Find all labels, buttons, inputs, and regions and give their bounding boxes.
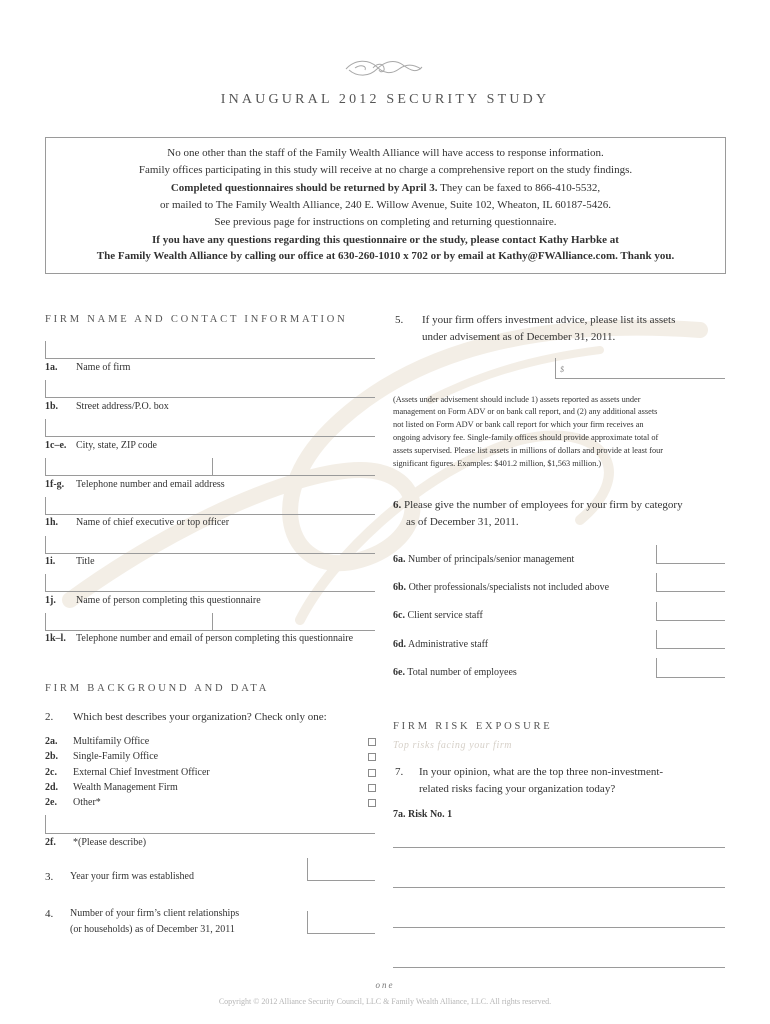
field-number: 1i. bbox=[45, 556, 56, 567]
field-label: Telephone number and email address bbox=[76, 479, 225, 490]
field-label: City, state, ZIP code bbox=[76, 440, 157, 451]
field-label: Name of person completing this questionnaire bbox=[76, 595, 261, 606]
option-number: 2b. bbox=[45, 751, 59, 762]
fax-info: They can be faxed to 866-410-5532, bbox=[437, 182, 601, 194]
other-describe-field[interactable] bbox=[45, 815, 375, 834]
field-number: 1j. bbox=[45, 595, 56, 606]
question-number: 6. bbox=[393, 499, 402, 511]
notice-line: See previous page for instructions on completing and returning questionnaire. bbox=[214, 216, 557, 228]
checkbox-external-cio[interactable] bbox=[368, 769, 376, 777]
title-field[interactable] bbox=[45, 536, 375, 554]
assets-note-line: (Assets under advisement should include 1) assets reported as assets under bbox=[393, 395, 641, 404]
risk-answer-line[interactable] bbox=[393, 909, 725, 928]
field-number: 1c–e. bbox=[45, 440, 67, 451]
question-text: Year your firm was established bbox=[70, 871, 194, 882]
city-state-zip-field[interactable] bbox=[45, 419, 375, 437]
telephone-field[interactable] bbox=[45, 458, 212, 476]
field-number: 2f. bbox=[45, 837, 56, 848]
field-label: Name of chief executive or top officer bbox=[76, 517, 230, 528]
administrative-count-field[interactable] bbox=[656, 630, 725, 649]
checkbox-wealth-management-firm[interactable] bbox=[368, 784, 376, 792]
field-label: Name of firm bbox=[76, 362, 131, 373]
question-text: If your firm offers investment advice, please list its assets bbox=[422, 314, 676, 326]
assets-note-line: assets supervised. Please list assets in millions of dollars and provide at least four bbox=[393, 446, 664, 455]
section-subtitle: Top risks facing your firm bbox=[393, 740, 513, 751]
field-label: Title bbox=[76, 556, 95, 567]
option-label: External Chief Investment Officer bbox=[73, 767, 210, 778]
question-number: 3. bbox=[45, 871, 54, 883]
assets-under-advisement-field[interactable] bbox=[555, 358, 725, 379]
question-text: (or households) as of December 31, 2011 bbox=[70, 924, 235, 935]
total-employees-field[interactable] bbox=[656, 658, 725, 678]
field-number: 1k–l. bbox=[45, 633, 66, 644]
section-heading-risk: FIRM RISK EXPOSURE bbox=[393, 721, 553, 732]
row-label: Total number of employees bbox=[407, 667, 517, 678]
row-number: 6d. bbox=[393, 639, 407, 650]
question-line: Please give the number of employees for your firm by category bbox=[404, 499, 683, 511]
risk-label bbox=[393, 808, 452, 822]
checkbox-multifamily-office[interactable] bbox=[368, 738, 376, 746]
principals-count-field[interactable] bbox=[656, 545, 725, 564]
notice-line: or mailed to The Family Wealth Alliance, 240 E. Willow Avenue, Suite 102, Wheaton, IL 60187-5426. bbox=[160, 199, 611, 211]
row-number: 6b. bbox=[393, 582, 407, 593]
option-number: 2a. bbox=[45, 736, 58, 747]
employee-row-label bbox=[393, 638, 488, 652]
section-heading-contact: FIRM NAME AND CONTACT INFORMATION bbox=[45, 314, 348, 325]
question-text bbox=[393, 498, 683, 512]
option-label: Single-Family Office bbox=[73, 751, 159, 762]
assets-note-line: significant figures. Examples: $401.2 million, $1,563 million.) bbox=[393, 459, 602, 468]
risk-answer-line[interactable] bbox=[393, 869, 725, 888]
contact-notice-line: The Family Wealth Alliance by calling our office at 630-260-1010 x 702 or by email at Kathy@FWAlliance.com. Thank you. bbox=[96, 250, 675, 262]
option-number: 2e. bbox=[45, 797, 57, 808]
year-established-field[interactable] bbox=[307, 858, 375, 881]
option-number: 2c. bbox=[45, 767, 57, 778]
question-number: 5. bbox=[395, 314, 404, 326]
person-telephone-field[interactable] bbox=[45, 613, 212, 631]
field-label: Street address/P.O. box bbox=[76, 401, 169, 412]
notice-line: No one other than the staff of the Family Wealth Alliance will have access to response information. bbox=[167, 147, 604, 159]
row-label: Other professionals/specialists not included above bbox=[408, 582, 610, 593]
field-number: 1a. bbox=[45, 362, 58, 373]
notice-line: Family offices participating in this study will receive at no charge a comprehensive report on the study findings. bbox=[138, 164, 633, 176]
person-completing-field[interactable] bbox=[45, 574, 375, 592]
client-service-count-field[interactable] bbox=[656, 602, 725, 621]
person-email-field[interactable] bbox=[212, 613, 375, 631]
option-label: Multifamily Office bbox=[73, 736, 150, 747]
question-text: as of December 31, 2011. bbox=[406, 516, 519, 528]
row-number: 6a. bbox=[393, 554, 406, 565]
risk-number: 7a. bbox=[393, 809, 406, 820]
checkbox-single-family-office[interactable] bbox=[368, 753, 376, 761]
employee-row-label bbox=[393, 581, 609, 595]
employee-row-label bbox=[393, 609, 483, 623]
page-title: INAUGURAL 2012 SECURITY STUDY bbox=[220, 92, 550, 107]
row-number: 6e. bbox=[393, 667, 405, 678]
question-text: In your opinion, what are the top three non-investment- bbox=[419, 766, 664, 778]
firm-name-field[interactable] bbox=[45, 341, 375, 359]
checkbox-other[interactable] bbox=[368, 799, 376, 807]
question-number: 4. bbox=[45, 908, 54, 920]
return-deadline: Completed questionnaires should be returned by April 3. bbox=[170, 182, 438, 194]
option-label: Wealth Management Firm bbox=[73, 782, 178, 793]
question-text: Which best describes your organization? Check only one: bbox=[73, 711, 327, 723]
field-number: 1f-g. bbox=[45, 479, 65, 490]
row-label: Number of principals/senior management bbox=[408, 554, 575, 565]
employee-row-label bbox=[393, 553, 574, 567]
employee-row-label bbox=[393, 666, 517, 680]
question-text: related risks facing your organization today? bbox=[419, 783, 616, 795]
question-number: 2. bbox=[45, 711, 54, 723]
currency-prefix: $ bbox=[560, 365, 564, 374]
row-number: 6c. bbox=[393, 610, 405, 621]
field-label: Telephone number and email of person completing this questionnaire bbox=[76, 633, 354, 644]
option-number: 2d. bbox=[45, 782, 59, 793]
question-text: under advisement as of December 31, 2011. bbox=[422, 331, 616, 343]
row-label: Client service staff bbox=[407, 610, 483, 621]
ornament-icon bbox=[343, 55, 425, 81]
field-number: 1h. bbox=[45, 517, 59, 528]
other-professionals-count-field[interactable] bbox=[656, 573, 725, 592]
section-heading-background: FIRM BACKGROUND AND DATA bbox=[45, 683, 270, 694]
assets-note-line: ongoing advisory fee. Single-family offices should provide approximate total of bbox=[393, 433, 659, 442]
client-relationships-field[interactable] bbox=[307, 911, 375, 934]
email-field[interactable] bbox=[212, 458, 375, 476]
page-number: one bbox=[375, 980, 395, 990]
assets-note-line: management on Form ADV or on bank call report, and (2) any additional assets bbox=[393, 407, 658, 416]
street-address-field[interactable] bbox=[45, 380, 375, 398]
question-number: 7. bbox=[395, 766, 404, 778]
question-text: Number of your firm’s client relationships bbox=[70, 908, 240, 919]
contact-notice-line: If you have any questions regarding this questionnaire or the study, please contact Kathy Harbke at bbox=[152, 234, 619, 246]
risk-answer-line[interactable] bbox=[393, 829, 725, 848]
assets-note-line: not listed on Form ADV or bank call report for which your firm receives an bbox=[393, 420, 644, 429]
field-label: *(Please describe) bbox=[73, 837, 147, 848]
risk-title: Risk No. 1 bbox=[408, 809, 453, 820]
row-label: Administrative staff bbox=[408, 639, 489, 650]
notice-line bbox=[45, 181, 726, 195]
field-number: 1b. bbox=[45, 401, 59, 412]
risk-answer-line[interactable] bbox=[393, 949, 725, 968]
copyright: Copyright © 2012 Alliance Security Council, LLC & Family Wealth Alliance, LLC. All rights reserved. bbox=[218, 997, 552, 1006]
option-label: Other* bbox=[73, 797, 101, 808]
chief-executive-field[interactable] bbox=[45, 497, 375, 515]
